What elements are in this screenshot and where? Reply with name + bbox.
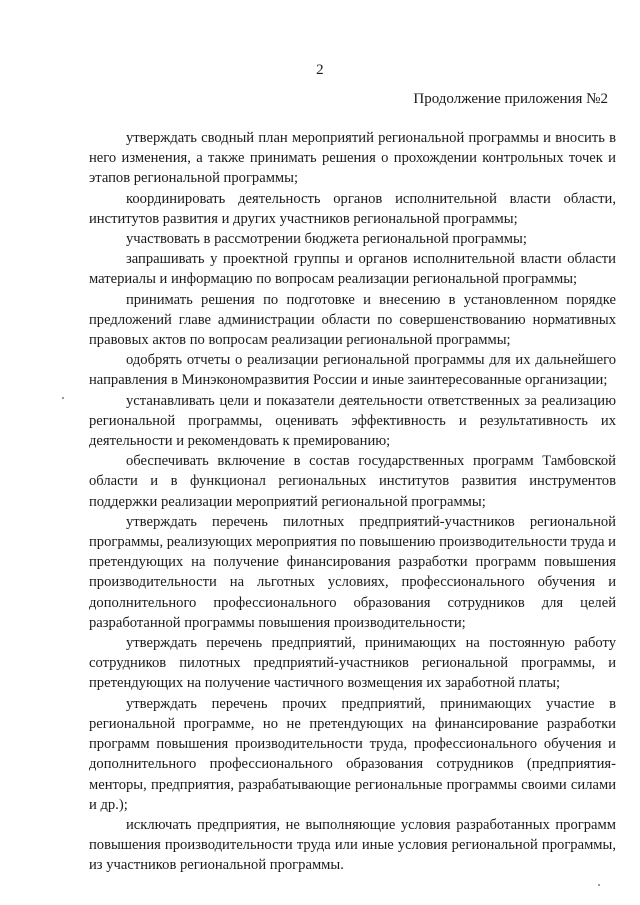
paragraph: утверждать перечень пилотных предприятий-участников региональной программы, реализующих мероприятия по повышению производительности труда и претендующих на получение финансирования разработки программ повышения производительности на льготных условиях, профессионального обучения и дополнительного профессионального образования сотрудников для целей разработанной программы повышения производительности; xyxy=(89,513,616,631)
paragraph: устанавливать цели и показатели деятельности ответственных за реализацию региональной программы, оценивать эффективность и результативность их деятельности и рекомендовать к премированию; xyxy=(89,392,616,450)
scan-speck xyxy=(62,397,64,399)
document-body xyxy=(89,128,616,876)
paragraph: участвовать в рассмотрении бюджета региональной программы; xyxy=(126,231,527,248)
appendix-continuation-title: Продолжение приложения №2 xyxy=(413,91,608,107)
paragraph: утверждать сводный план мероприятий региональной программы и вносить в него изменения, а также принимать решения о прохождении контрольных точек и этапов региональной программы; xyxy=(89,130,616,187)
paragraph: обеспечивать включение в состав государственных программ Тамбовской области и в функционал региональных институтов развития инструментов поддержки реализации мероприятий региональной программы; xyxy=(89,453,616,510)
paragraph: утверждать перечень предприятий, принимающих на постоянную работу сотрудников пилотных предприятий-участников региональной программы, и претендующих на получение частичного возмещения их заработной платы; xyxy=(89,635,616,692)
paragraph: одобрять отчеты о реализации региональной программы для их дальнейшего направления в Минэкономразвития России и иные заинтересованные организации; xyxy=(89,352,616,389)
paragraph: принимать решения по подготовке и внесению в установленном порядке предложений главе администрации области по совершенствованию нормативных правовых актов по вопросам реализации региональной программы; xyxy=(89,291,616,349)
paragraph: исключать предприятия, не выполняющие условия разработанных программ повышения производительности труда или иные условия региональной программы, из участников региональной программы. xyxy=(89,816,616,874)
page-number: 2 xyxy=(316,62,324,78)
paragraph: координировать деятельность органов исполнительной власти области, институтов развития и других участников региональной программы; xyxy=(89,190,616,227)
paragraph: запрашивать у проектной группы и органов исполнительной власти области материалы и информацию по вопросам реализации региональной программы; xyxy=(89,251,616,288)
paragraph: утверждать перечень прочих предприятий, принимающих участие в региональной программе, но не претендующих на финансирование разработки программ повышения производительности труда, профессионального обучения и дополнительного профессионального образования сотрудников (предприятия-менторы, предприятия, разрабатывающие региональные программы своими силами и др.); xyxy=(89,695,616,813)
scan-speck xyxy=(598,884,600,886)
